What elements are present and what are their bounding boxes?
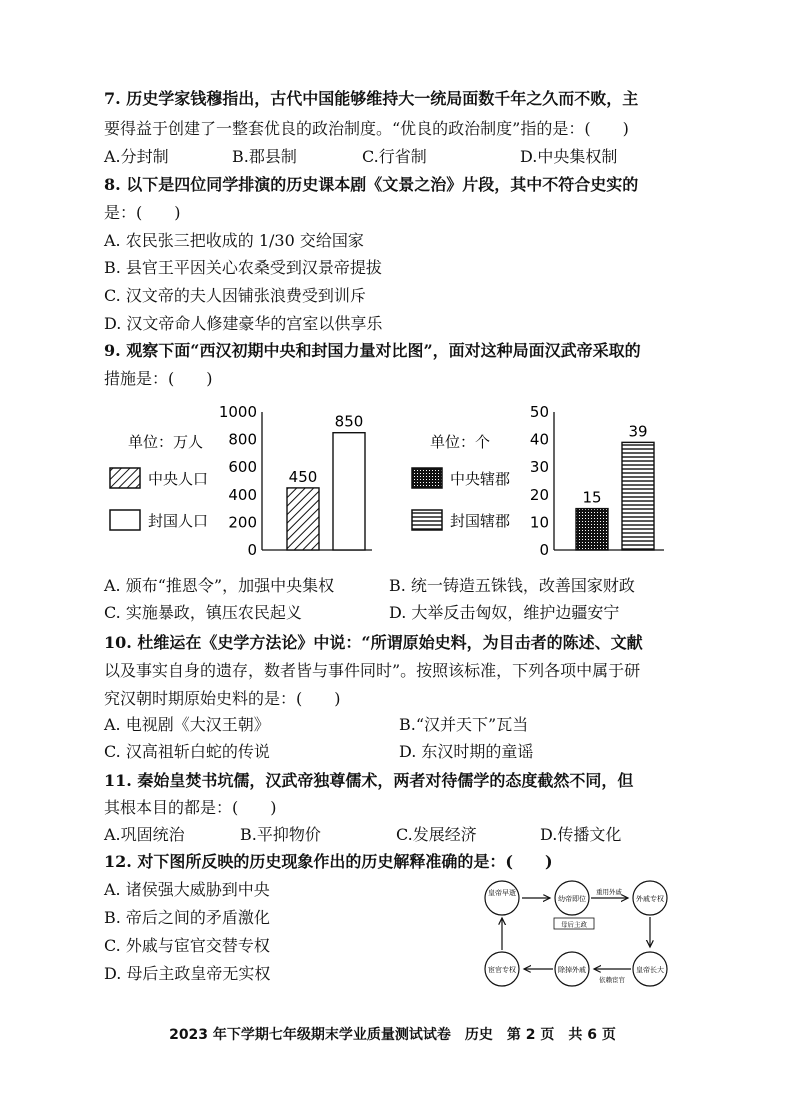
chart2-plot [530, 403, 664, 559]
chart1-tick-label: 600 [228, 458, 257, 477]
node-consort-clan-power [633, 881, 667, 915]
q9-option-c[interactable]: C. 实施暴政，镇压农民起义 [104, 603, 302, 622]
q9-option-d[interactable]: D. 大举反击匈奴，维护边疆安宁 [389, 603, 620, 622]
chart2-bar-2 [622, 442, 654, 550]
svg-text:皇帝早逝: 皇帝早逝 [488, 889, 516, 897]
chart2-legend-fief: 封国辖郡 [450, 512, 511, 530]
q7-option-d[interactable]: D.中央集权制 [520, 147, 618, 166]
chart2-tick-label: 40 [529, 430, 549, 449]
chart1-bar-2 [333, 433, 365, 550]
svg-text:外戚专权: 外戚专权 [636, 895, 664, 903]
chart1-tick-label: 400 [228, 485, 257, 504]
svg-text:宦官专权: 宦官专权 [488, 966, 516, 974]
chart2-tick-label: 30 [529, 458, 549, 477]
chart1-data-label: 450 [288, 467, 318, 486]
q11-option-c[interactable]: C.发展经济 [396, 825, 477, 844]
chart1-data-label: 850 [334, 412, 364, 431]
q10-option-d[interactable]: D. 东汉时期的童谣 [399, 742, 534, 761]
node-emperor-dies-young [485, 881, 519, 915]
chart2-bar-1 [576, 509, 608, 550]
chart1-legend-fief: 封国人口 [148, 512, 209, 530]
chart1-tick-label: 200 [228, 513, 257, 532]
q10-line3: 究汉朝时期原始史料的是：( ) [104, 689, 341, 708]
chart1-bar-1 [287, 488, 319, 550]
edge-label-rely-eunuch: 依赖宦官 [599, 976, 625, 984]
q10-option-b[interactable]: B.“汉并天下”瓦当 [399, 715, 529, 734]
q9-option-b[interactable]: B. 统一铸造五铢钱，改善国家财政 [389, 576, 635, 595]
q7-line2: 要得益于创建了一整套优良的政治制度。“优良的政治制度”指的是：( ) [104, 119, 629, 138]
chart2-unit-label: 单位：个 [430, 433, 491, 451]
chart1-tick-label: 1000 [218, 403, 257, 421]
chart1-plot [219, 403, 372, 559]
q11-option-d[interactable]: D.传播文化 [540, 825, 622, 844]
q7-option-c[interactable]: C.行省制 [362, 147, 427, 166]
node-emperor-grows-up [633, 952, 667, 986]
q7-option-b[interactable]: B.郡县制 [232, 147, 297, 166]
chart2-legend-swatch-central [412, 468, 442, 488]
chart2-tick-label: 50 [529, 403, 549, 421]
q10-option-a[interactable]: A. 电视剧《大汉王朝》 [104, 715, 270, 734]
q10-line1: 10. 杜维运在《史学方法论》中说：“所谓原始史料，为目击者的陈述、文献 [104, 633, 643, 652]
chart2-data-label: 39 [628, 422, 648, 441]
chart1-tick-label: 800 [228, 430, 257, 449]
chart1-unit-label: 单位：万人 [128, 433, 204, 451]
edge-label-rely-consort: 重用外戚 [596, 888, 622, 896]
chart1-legend-central: 中央人口 [148, 470, 209, 488]
q11-option-b[interactable]: B.平抑物价 [240, 825, 321, 844]
svg-text:皇帝长大: 皇帝长大 [636, 966, 664, 974]
node-child-emperor [555, 881, 589, 915]
q12-line1: 12. 对下图所反映的历史现象作出的历史解释准确的是：( ) [104, 852, 553, 871]
q8-line2: 是：( ) [104, 203, 181, 222]
q10-option-c[interactable]: C. 汉高祖斩白蛇的传说 [104, 742, 270, 761]
svg-text:幼帝即位: 幼帝即位 [558, 895, 586, 903]
q12-option-d[interactable]: D. 母后主政皇帝无实权 [104, 964, 271, 983]
q12-cycle-diagram [478, 876, 688, 994]
q8-option-b[interactable]: B. 县官王平因关心农桑受到汉景帝提拔 [104, 258, 382, 277]
q11-line2: 其根本目的都是：( ) [104, 798, 277, 817]
chart1-legend-swatch-central [110, 468, 140, 488]
chart2-legend-swatch-fief [412, 510, 442, 530]
q11-line1: 11. 秦始皇焚书坑儒，汉武帝独尊儒术，两者对待儒学的态度截然不同，但 [104, 771, 634, 790]
q8-option-a[interactable]: A. 农民张三把收成的 1/30 交给国家 [104, 231, 364, 250]
chart2-tick-label: 20 [529, 485, 549, 504]
q8-option-c[interactable]: C. 汉文帝的夫人因铺张浪费受到训斥 [104, 286, 366, 305]
q7-line1: 7. 历史学家钱穆指出，古代中国能够维持大一统局面数千年之久而不败，主 [104, 89, 639, 108]
chart2-tick-label: 10 [529, 513, 549, 532]
q9-charts [104, 400, 684, 565]
q12-option-b[interactable]: B. 帝后之间的矛盾激化 [104, 908, 270, 927]
node-remove-consort-clan [555, 952, 589, 986]
q9-line2: 措施是：( ) [104, 369, 213, 388]
q12-option-a[interactable]: A. 诸侯强大威胁到中央 [104, 880, 270, 899]
chart2-data-label: 15 [582, 488, 602, 507]
page-footer: 2023 年下学期七年级期末学业质量测试试卷 历史 第 2 页 共 6 页 [169, 1027, 616, 1043]
node-eunuch-power [485, 952, 519, 986]
chart1-tick-label: 0 [247, 541, 257, 559]
q12-option-c[interactable]: C. 外戚与宦官交替专权 [104, 936, 270, 955]
chart2-tick-label: 0 [539, 541, 549, 559]
chart2-legend-central: 中央辖郡 [450, 470, 511, 488]
q10-line2: 以及事实自身的遗存，数者皆与事件同时”。按照该标准，下列各项中属于研 [104, 661, 641, 680]
q8-option-d[interactable]: D. 汉文帝命人修建豪华的宫室以供享乐 [104, 314, 383, 333]
q9-line1: 9. 观察下面“西汉初期中央和封国力量对比图”，面对这种局面汉武帝采取的 [104, 341, 641, 360]
q7-option-a[interactable]: A.分封制 [104, 147, 169, 166]
chart1-legend-swatch-fief [110, 510, 140, 530]
svg-text:除掉外戚: 除掉外戚 [558, 966, 586, 974]
edge-label-regency: 母后主政 [561, 920, 587, 929]
q11-option-a[interactable]: A.巩固统治 [104, 825, 185, 844]
q9-option-a[interactable]: A. 颁布“推恩令”，加强中央集权 [104, 576, 335, 595]
q8-line1: 8. 以下是四位同学排演的历史课本剧《文景之治》片段，其中不符合史实的 [104, 175, 639, 194]
